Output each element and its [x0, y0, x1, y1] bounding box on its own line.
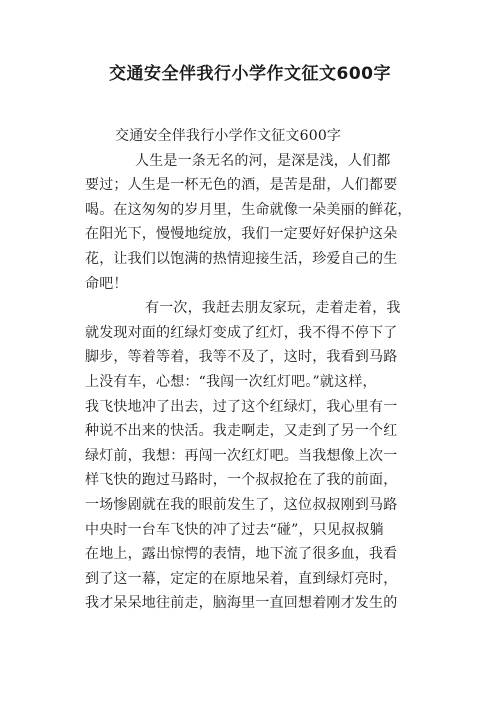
text-line: 在地上，露出惊愕的表情，地下流了很多血，我看 [85, 546, 398, 563]
document-body [85, 124, 430, 616]
text-line: 脚步，等着等着，我等不及了，这时，我看到马路 [85, 349, 398, 366]
text-line: 喝。在这匆匆的岁月里，生命就像一朵美丽的鲜花， [85, 201, 412, 218]
text-line: 我飞快地冲了出去，过了这个红绿灯，我心里有一 [85, 398, 398, 415]
text-line: 在阳光下，慢慢地绽放，我们一定要好好保护这朵 [85, 226, 398, 243]
text-line: 样飞快的跑过马路时，一个叔叔抢在了我的前面， [85, 472, 398, 489]
text-line: 要过；人生是一杯无色的酒，是苦是甜，人们都要 [85, 177, 398, 194]
text-line: 我才呆呆地往前走，脑海里一直回想着刚才发生的 [85, 595, 398, 612]
text-line: 到了这一幕，定定的在原地呆着，直到绿灯亮时， [85, 570, 398, 587]
text-line: 上没有车，心想：“我闯一次红灯吧。”就这样， [85, 373, 377, 390]
text-line: 有一次，我赶去朋友家玩，走着走着，我 [145, 300, 401, 317]
subtitle-line: 交通安全伴我行小学作文征文600字 [115, 128, 342, 144]
text-line: 一场惨剧就在我的眼前发生了，这位叔叔刚到马路 [85, 496, 398, 513]
text-line: 就发现对面的红绿灯变成了红灯，我不得不停下了 [85, 324, 398, 341]
document-title: 交通安全伴我行小学作文征文600字 [109, 64, 391, 84]
text-line: 命吧！ [85, 275, 128, 292]
text-line: 人生是一条无名的河，是深是浅，人们都 [135, 152, 391, 169]
text-line: 种说不出来的快活。我走啊走，又走到了另一个红 [85, 423, 398, 440]
text-line: 中央时一台车飞快的冲了过去“碰”，只见叔叔躺 [85, 521, 384, 538]
text-line: 花，让我们以饱满的热情迎接生活，珍爱自己的生 [85, 250, 398, 267]
text-line: 绿灯前，我想：再闯一次红灯吧。当我想像上次一 [85, 447, 398, 464]
